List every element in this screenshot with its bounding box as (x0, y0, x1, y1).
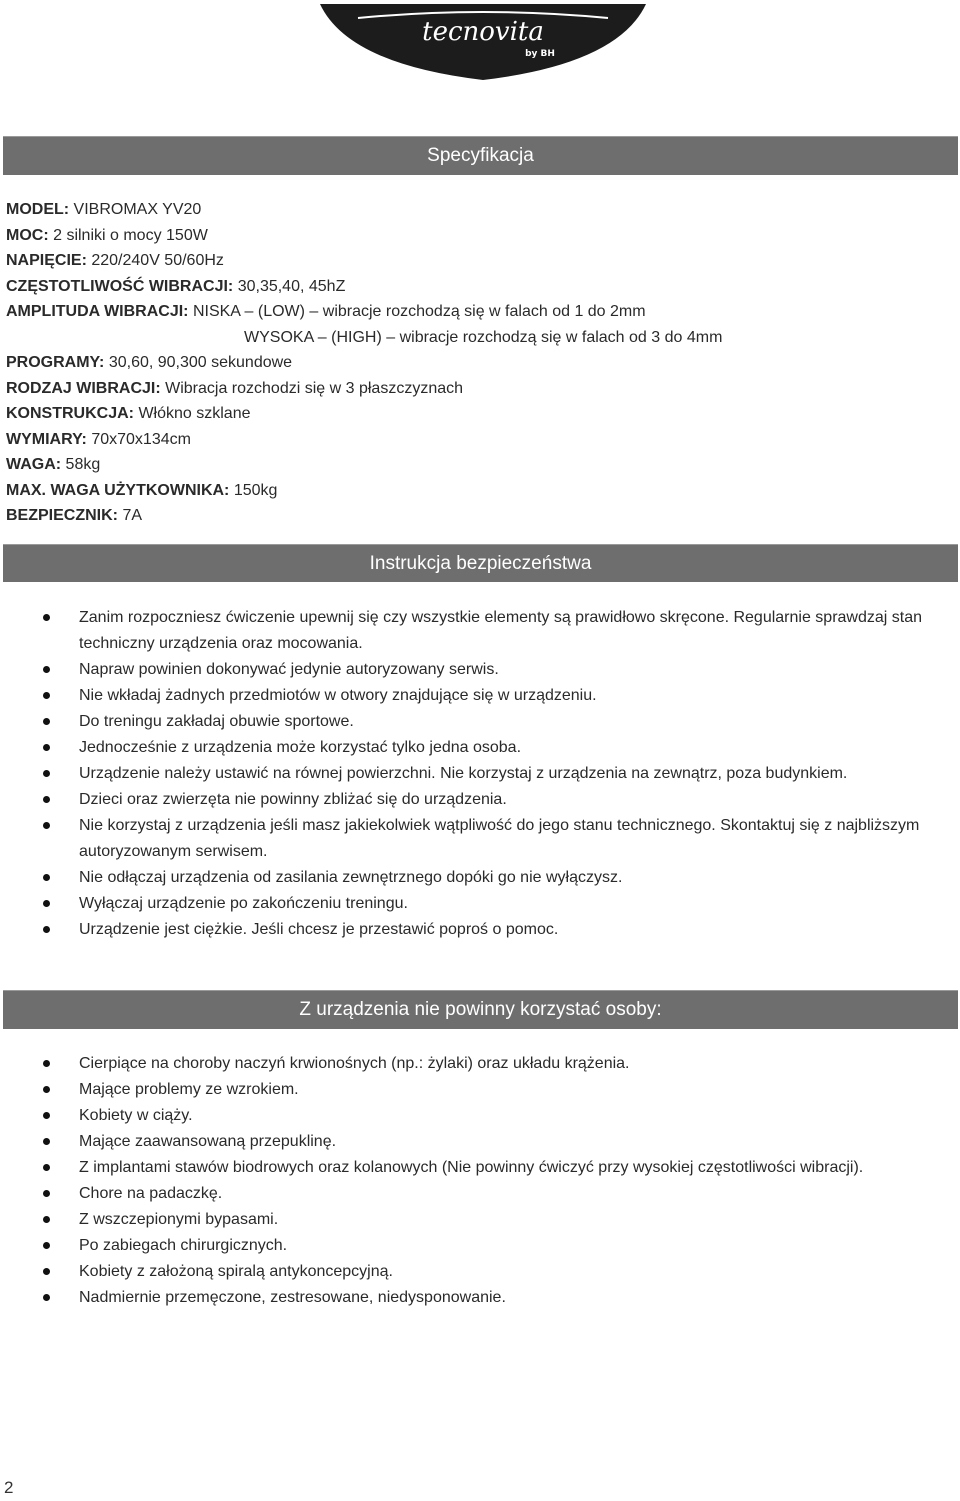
spec-value: 220/240V 50/60Hz (86, 252, 224, 269)
spec-value: VIBROMAX YV20 (69, 201, 202, 218)
spec-label: MOC: (6, 226, 49, 244)
list-item-text: Kobiety z założoną spiralą antykoncepcyjną. (79, 1263, 393, 1280)
spec-label: BEZPIECZNIK: (6, 507, 118, 524)
bullet-icon (43, 1138, 50, 1145)
spec-label: AMPLITUDA WIBRACJI: (6, 303, 189, 320)
safety-item (0, 917, 945, 943)
spec-value: NISKA – (LOW) – wibracje rozchodzą się w falach od 1 do 2mm (188, 303, 646, 320)
spec-label: CZĘSTOTLIWOŚĆ WIBRACJI: (6, 277, 234, 295)
list-item-text: Z wszczepionymi bypasami. (79, 1211, 279, 1228)
spec-value: Włókno szklane (134, 405, 251, 422)
spec-row (6, 401, 722, 427)
list-item-text: Mające problemy ze wzrokiem. (79, 1081, 299, 1098)
list-item-text: Nie korzystaj z urządzenia jeśli masz jakiekolwiek wątpliwość do jego stanu technicznego. Skontaktuj się z najbliższym autoryzowanym serwisem. (79, 817, 920, 860)
logo-wordmark: tecnovita (422, 17, 544, 47)
spec-value: 150kg (229, 481, 278, 499)
section-title: Z urządzenia nie powinny korzystać osoby: (299, 999, 662, 1020)
logo-subtext: by BH (525, 49, 555, 59)
bullet-icon (43, 1242, 50, 1249)
section-title: Specyfikacja (427, 145, 534, 166)
brand-logo (318, 2, 648, 82)
safety-list (0, 605, 945, 943)
bullet-icon (43, 822, 50, 829)
safety-item (0, 709, 945, 735)
bullet-icon (43, 874, 50, 881)
safety-item (0, 865, 945, 891)
bullet-icon (43, 1190, 50, 1197)
contraindication-item (0, 1155, 945, 1181)
bullet-icon (43, 666, 50, 673)
spec-value: WYSOKA – (HIGH) – wibracje rozchodzą się w falach od 3 do 4mm (244, 328, 723, 346)
spec-row (6, 350, 722, 376)
safety-item (0, 605, 945, 657)
list-item-text: Urządzenie należy ustawić na równej powierzchni. Nie korzystaj z urządzenia na zewnątrz, poza budynkiem. (79, 765, 848, 782)
spec-value: 30,60, 90,300 sekundowe (104, 354, 293, 371)
specification-list (6, 197, 722, 529)
spec-row (6, 376, 722, 402)
spec-label: RODZAJ WIBRACJI: (6, 379, 161, 397)
safety-item (0, 891, 945, 917)
spec-label: KONSTRUKCJA: (6, 405, 134, 422)
contraindication-item (0, 1259, 945, 1285)
contraindication-item (0, 1051, 945, 1077)
spec-row (6, 503, 722, 529)
contraindication-item (0, 1077, 945, 1103)
bullet-icon (43, 1060, 50, 1067)
contraindication-item (0, 1129, 945, 1155)
safety-item (0, 657, 945, 683)
bullet-icon (43, 1294, 50, 1301)
safety-item (0, 761, 945, 787)
spec-label: PROGRAMY: (6, 354, 105, 371)
spec-row (6, 325, 722, 351)
spec-label: NAPIĘCIE: (6, 252, 87, 269)
spec-row (6, 248, 722, 274)
bullet-icon (43, 796, 50, 803)
list-item-text: Nie odłączaj urządzenia od zasilania zewnętrznego dopóki go nie wyłączysz. (79, 869, 623, 886)
list-item-text: Napraw powinien dokonywać jedynie autoryzowany serwis. (79, 661, 499, 678)
bullet-icon (43, 900, 50, 907)
spec-row (6, 427, 722, 453)
section-header-specification (3, 136, 958, 175)
list-item-text: Mające zaawansowaną przepuklinę. (79, 1133, 337, 1150)
contraindication-item (0, 1207, 945, 1233)
safety-item (0, 813, 945, 865)
list-item-text: Po zabiegach chirurgicznych. (79, 1237, 288, 1254)
contraindication-item (0, 1285, 945, 1311)
section-header-safety (3, 544, 958, 582)
bullet-icon (43, 614, 50, 621)
safety-item (0, 787, 945, 813)
list-item-text: Chore na padaczkę. (79, 1185, 223, 1202)
spec-label: WAGA: (6, 456, 62, 473)
contraindication-item (0, 1181, 945, 1207)
list-item-text: Urządzenie jest ciężkie. Jeśli chcesz je przestawić poproś o pomoc. (79, 921, 559, 938)
safety-item (0, 683, 945, 709)
spec-label: WYMIARY: (6, 430, 87, 448)
list-item-text: Nie wkładaj żadnych przedmiotów w otwory znajdujące się w urządzeniu. (79, 687, 597, 704)
section-title: Instrukcja bezpieczeństwa (369, 552, 592, 574)
page-number: 2 (4, 1478, 14, 1497)
spec-value: 7A (118, 507, 143, 524)
spec-label: MODEL: (6, 201, 70, 218)
bullet-icon (43, 718, 50, 725)
bullet-icon (43, 1268, 50, 1275)
spec-value: 30,35,40, 45hZ (233, 277, 346, 295)
contraindication-item (0, 1233, 945, 1259)
spec-value: 2 silniki o mocy 150W (48, 226, 208, 244)
spec-row (6, 452, 722, 478)
spec-row (6, 223, 722, 249)
bullet-icon (43, 1112, 50, 1119)
list-item-text: Nadmiernie przemęczone, zestresowane, niedysponowanie. (79, 1289, 506, 1306)
list-item-text: Dzieci oraz zwierzęta nie powinny zbliżać się do urządzenia. (79, 791, 507, 808)
spec-row (6, 197, 722, 223)
bullet-icon (43, 770, 50, 777)
list-item-text: Do treningu zakładaj obuwie sportowe. (79, 713, 354, 730)
bullet-icon (43, 1216, 50, 1223)
spec-value: 58kg (61, 456, 101, 473)
bullet-icon (43, 1086, 50, 1093)
bullet-icon (43, 744, 50, 751)
spec-value: 70x70x134cm (86, 430, 191, 448)
list-item-text: Z implantami stawów biodrowych oraz kolanowych (Nie powinny ćwiczyć przy wysokiej częstotliwości wibracji). (79, 1159, 864, 1176)
contraindications-list (0, 1051, 945, 1311)
section-header-contraindications (3, 990, 958, 1029)
bullet-icon (43, 692, 50, 699)
contraindication-item (0, 1103, 945, 1129)
spec-row (6, 299, 722, 325)
list-item-text: Cierpiące na choroby naczyń krwionośnych (np.: żylaki) oraz układu krążenia. (79, 1055, 630, 1072)
list-item-text: Kobiety w ciąży. (79, 1107, 193, 1124)
list-item-text: Jednocześnie z urządzenia może korzystać tylko jedna osoba. (79, 739, 522, 756)
spec-value: Wibracja rozchodzi się w 3 płaszczyznach (160, 379, 464, 397)
spec-row (6, 274, 722, 300)
spec-row (6, 478, 722, 504)
safety-item (0, 735, 945, 761)
list-item-text: Wyłączaj urządzenie po zakończeniu treningu. (79, 895, 408, 912)
bullet-icon (43, 1164, 50, 1171)
spec-label: MAX. WAGA UŻYTKOWNIKA: (6, 481, 230, 499)
bullet-icon (43, 926, 50, 933)
list-item-text: Zanim rozpoczniesz ćwiczenie upewnij się czy wszystkie elementy są prawidłowo skręcone. Regularnie sprawdzaj stan techniczny urządzenia oraz mocowania. (79, 609, 923, 652)
